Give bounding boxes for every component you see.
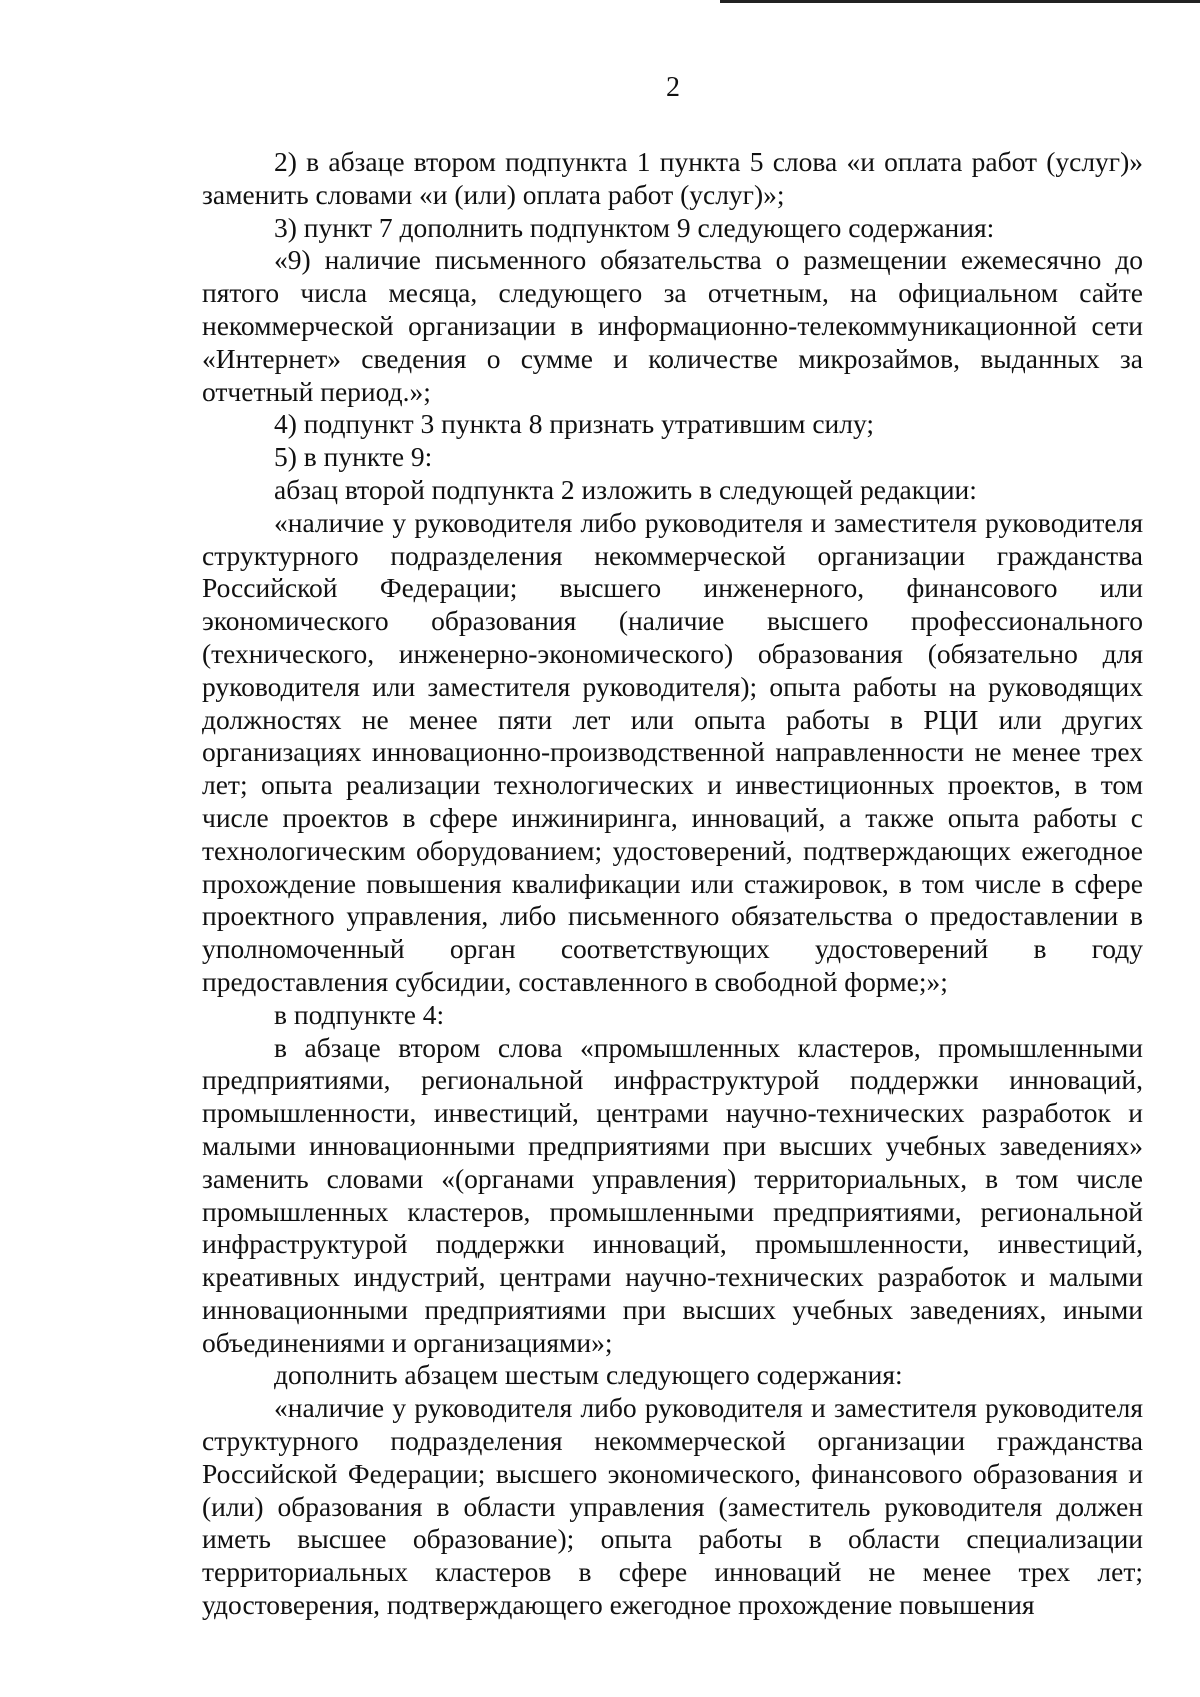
page-number: 2: [666, 72, 680, 103]
paragraph: дополнить абзацем шестым следующего содержания:: [274, 1359, 903, 1391]
paragraph: 3) пункт 7 дополнить подпунктом 9 следующего содержания:: [274, 211, 995, 243]
paragraph: 4) подпункт 3 пункта 8 признать утратившим силу;: [274, 408, 874, 440]
paragraph: 5) в пункте 9:: [274, 441, 433, 473]
paragraph: абзац второй подпункта 2 изложить в следующей редакции:: [274, 473, 977, 505]
paragraph: в абзаце втором слова «промышленных кластеров, промышленными предприятиями, региональной инфраструктурой поддержки инноваций, промышленности, инвестиций, центрами научно-технических разработок и малыми инновационными предприятиями при высших учебных заведениях» заменить словами «(органами управления) территориальных, в том числе промышленных кластеров, промышленными предприятиями, региональной инфраструктурой поддержки инноваций, промышленности, инвестиций, креативных индустрий, центрами научно-технических разработок и малыми инновационными предприятиями при высших учебных заведениях, иными объединениями и организациями»;: [202, 1031, 1143, 1358]
paragraph: «наличие у руководителя либо руководителя и заместителя руководителя структурного подразделения некоммерческой организации гражданства Российской Федерации; высшего экономического, финансового образования и (или) образования в области управления (заместитель руководителя должен иметь высшее образование); опыта работы в области специализации территориальных кластеров в сфере инноваций не менее трех лет; удостоверения, подтверждающего ежегодное прохождение повышения: [202, 1392, 1143, 1621]
paragraph: 2) в абзаце втором подпункта 1 пункта 5 слова «и оплата работ (услуг)» заменить словами «и (или) оплата работ (услуг)»;: [202, 146, 1143, 210]
paragraph: «наличие у руководителя либо руководителя и заместителя руководителя структурного подразделения некоммерческой организации гражданства Российской Федерации; высшего инженерного, финансового или экономического образования (наличие высшего профессионального (технического, инженерно-экономического) образования (обязательно для руководителя или заместителя руководителя); опыта работы на руководящих должностях не менее пяти лет или опыта работы в РЦИ или других организациях инновационно-производственной направленности не менее трех лет; опыта реализации технологических и инвестиционных проектов, в том числе проектов в сфере инжиниринга, инноваций, а также опыта работы с технологическим оборудованием; удостоверений, подтверждающих ежегодное прохождение повышения квалификации или стажировок, в том числе в сфере проектного управления, либо письменного обязательства о предоставлении в уполномоченный орган соответствующих удостоверений в году предоставления субсидии, составленного в свободной форме;»;: [202, 506, 1143, 997]
document-body: [202, 146, 1143, 1622]
paragraph: «9) наличие письменного обязательства о размещении ежемесячно до пятого числа месяца, следующего за отчетным, на официальном сайте некоммерческой организации в информационно-телекоммуникационной сети «Интернет» сведения о сумме и количестве микрозаймов, выданных за отчетный период.»;: [202, 244, 1143, 407]
paragraph: в подпункте 4:: [274, 998, 445, 1030]
top-rule: [720, 0, 1200, 3]
